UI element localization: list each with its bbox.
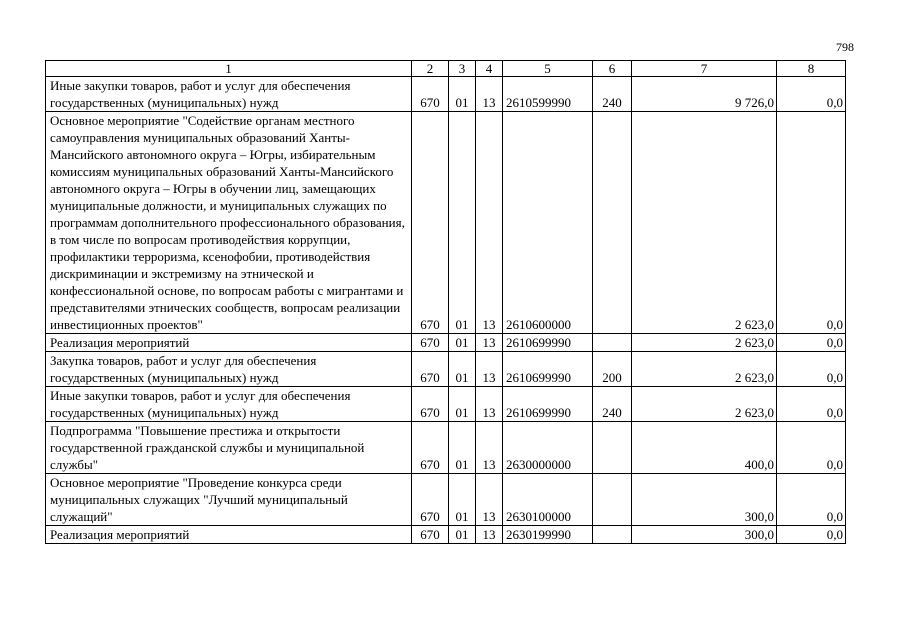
column-header: 3 xyxy=(449,61,476,77)
section-code-cell: 01 xyxy=(449,352,476,387)
amount-cell: 0,0 xyxy=(777,474,846,526)
subsection-code-cell: 13 xyxy=(476,474,503,526)
subsection-code-cell: 13 xyxy=(476,334,503,352)
row-name-cell: Реализация мероприятий xyxy=(46,334,412,352)
amount-cell: 400,0 xyxy=(632,422,777,474)
amount-cell: 300,0 xyxy=(632,474,777,526)
subsection-code-cell: 13 xyxy=(476,112,503,334)
expense-type-cell: 240 xyxy=(593,77,632,112)
table-row xyxy=(46,334,846,352)
ministry-code-cell: 670 xyxy=(412,112,449,334)
expense-type-cell: 240 xyxy=(593,387,632,422)
ministry-code-cell: 670 xyxy=(412,422,449,474)
expense-type-cell xyxy=(593,112,632,334)
subsection-code-cell: 13 xyxy=(476,526,503,544)
row-name-cell: Подпрограмма "Повышение престижа и открытости государственной гражданской службы и муниципальной службы" xyxy=(46,422,412,474)
column-header: 7 xyxy=(632,61,777,77)
column-header: 4 xyxy=(476,61,503,77)
header-row xyxy=(46,61,846,77)
subsection-code-cell: 13 xyxy=(476,387,503,422)
amount-cell: 2 623,0 xyxy=(632,387,777,422)
column-header: 6 xyxy=(593,61,632,77)
subsection-code-cell: 13 xyxy=(476,422,503,474)
section-code-cell: 01 xyxy=(449,422,476,474)
section-code-cell: 01 xyxy=(449,77,476,112)
table-row xyxy=(46,352,846,387)
row-name-cell: Реализация мероприятий xyxy=(46,526,412,544)
section-code-cell: 01 xyxy=(449,334,476,352)
amount-cell: 9 726,0 xyxy=(632,77,777,112)
table-row xyxy=(46,526,846,544)
expense-type-cell xyxy=(593,474,632,526)
expense-type-cell xyxy=(593,334,632,352)
column-header: 1 xyxy=(46,61,412,77)
column-header: 2 xyxy=(412,61,449,77)
budget-table xyxy=(45,60,846,544)
table-row xyxy=(46,112,846,334)
target-article-cell: 2630100000 xyxy=(503,474,593,526)
subsection-code-cell: 13 xyxy=(476,77,503,112)
amount-cell: 0,0 xyxy=(777,526,846,544)
row-name-cell: Иные закупки товаров, работ и услуг для обеспечения государственных (муниципальных) нужд xyxy=(46,77,412,112)
column-header: 8 xyxy=(777,61,846,77)
section-code-cell: 01 xyxy=(449,387,476,422)
amount-cell: 0,0 xyxy=(777,422,846,474)
row-name-cell: Иные закупки товаров, работ и услуг для обеспечения государственных (муниципальных) нужд xyxy=(46,387,412,422)
target-article-cell: 2610699990 xyxy=(503,352,593,387)
target-article-cell: 2630000000 xyxy=(503,422,593,474)
amount-cell: 2 623,0 xyxy=(632,112,777,334)
row-name-cell: Основное мероприятие "Проведение конкурса среди муниципальных служащих "Лучший муниципальный служащий" xyxy=(46,474,412,526)
target-article-cell: 2630199990 xyxy=(503,526,593,544)
amount-cell: 2 623,0 xyxy=(632,352,777,387)
amount-cell: 0,0 xyxy=(777,334,846,352)
amount-cell: 0,0 xyxy=(777,352,846,387)
table-row xyxy=(46,77,846,112)
amount-cell: 0,0 xyxy=(777,112,846,334)
ministry-code-cell: 670 xyxy=(412,387,449,422)
section-code-cell: 01 xyxy=(449,526,476,544)
expense-type-cell: 200 xyxy=(593,352,632,387)
row-name-cell: Закупка товаров, работ и услуг для обеспечения государственных (муниципальных) нужд xyxy=(46,352,412,387)
ministry-code-cell: 670 xyxy=(412,334,449,352)
target-article-cell: 2610699990 xyxy=(503,334,593,352)
subsection-code-cell: 13 xyxy=(476,352,503,387)
row-name-cell: Основное мероприятие "Содействие органам местного самоуправления муниципальных образований Ханты-Мансийского автономного округа – Югры, избирательным комиссиям муниципальных образований Ханты-Мансийского автономного округа – Югры в обучении лиц, замещающих муниципальные должности, и муниципальных служащих по программам дополнительного профессионального образования, в том числе по вопросам противодействия коррупции, профилактики терроризма, ксенофобии, противодействия дискриминации и экстремизму на этнической и конфессиональной основе, по вопросам работы с мигрантами и представителями этнических сообществ, вопросам реализации инвестиционных проектов" xyxy=(46,112,412,334)
amount-cell: 0,0 xyxy=(777,77,846,112)
column-header: 5 xyxy=(503,61,593,77)
table-row xyxy=(46,387,846,422)
ministry-code-cell: 670 xyxy=(412,352,449,387)
ministry-code-cell: 670 xyxy=(412,474,449,526)
ministry-code-cell: 670 xyxy=(412,526,449,544)
table-row xyxy=(46,474,846,526)
table-row xyxy=(46,422,846,474)
expense-type-cell xyxy=(593,422,632,474)
page-number: 798 xyxy=(836,40,854,54)
amount-cell: 2 623,0 xyxy=(632,334,777,352)
section-code-cell: 01 xyxy=(449,474,476,526)
expense-type-cell xyxy=(593,526,632,544)
amount-cell: 300,0 xyxy=(632,526,777,544)
ministry-code-cell: 670 xyxy=(412,77,449,112)
section-code-cell: 01 xyxy=(449,112,476,334)
target-article-cell: 2610599990 xyxy=(503,77,593,112)
target-article-cell: 2610699990 xyxy=(503,387,593,422)
amount-cell: 0,0 xyxy=(777,387,846,422)
target-article-cell: 2610600000 xyxy=(503,112,593,334)
